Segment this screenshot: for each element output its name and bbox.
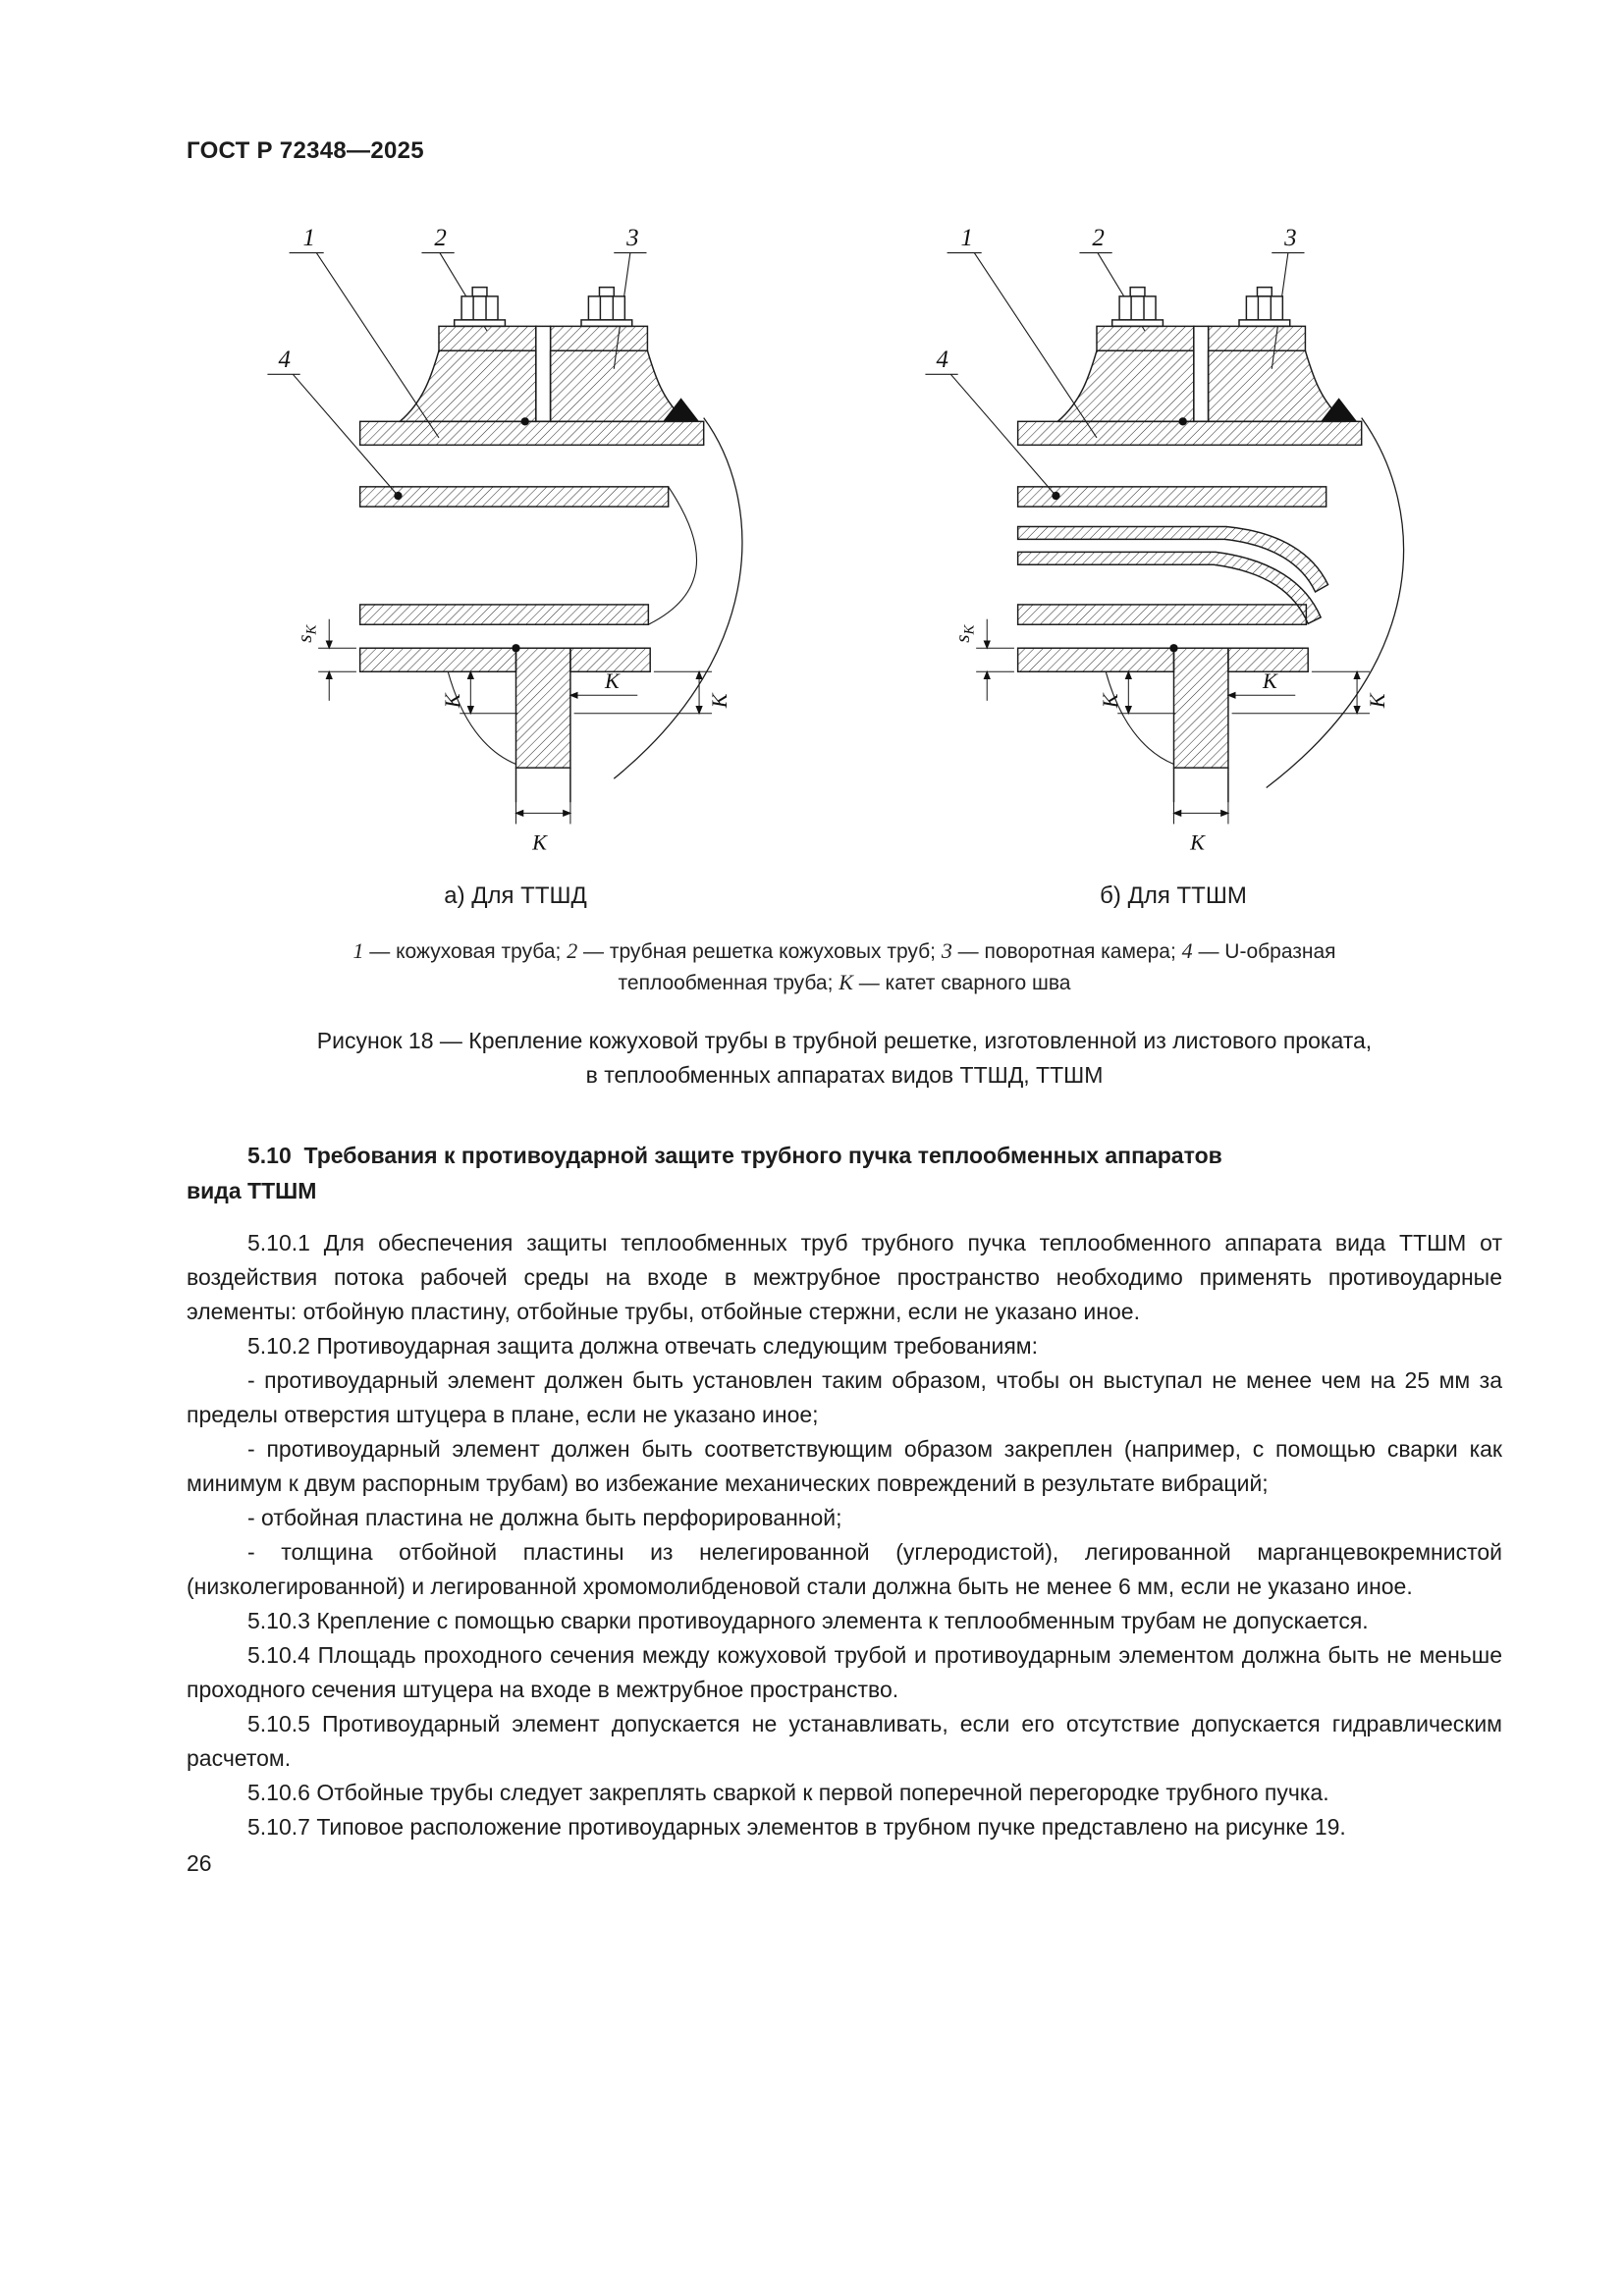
dimension-k-left: [1098, 671, 1175, 713]
dim-k-inner-label: К: [1262, 667, 1277, 693]
para-5-10-2-item-2: - противоударный элемент должен быть соответствующим образом закреплен (например, с помощью сварки как минимум к двум распорным трубам) во избежание механических повреждений в результате вибраций;: [187, 1436, 1502, 1496]
dim-sk-label: $s_К$: [949, 624, 977, 643]
callout-2-label: 2: [433, 225, 447, 252]
dim-sk-label: $s_К$: [292, 624, 319, 643]
figure-18-block: [187, 224, 1502, 1093]
section-body: [187, 1226, 1502, 1844]
break-arc-bottom-left: [1106, 671, 1173, 764]
legend-line-1: 1 — кожуховая труба; 2 — трубная решетка кожуховых труб; 3 — поворотная камера; 4 — U-образная: [352, 938, 1336, 963]
dim-k-left-label: К: [439, 693, 464, 709]
figure-title-line-2: в теплообменных аппаратах видов ТТШД, ТТШМ: [585, 1062, 1104, 1088]
stem: [1193, 326, 1208, 421]
dimension-k-right: [573, 671, 731, 713]
dimension-k-left: [440, 671, 517, 713]
break-arc-main: [1266, 418, 1403, 788]
dim-k-inner-label: К: [604, 667, 620, 693]
dimension-k-bottom: [515, 774, 569, 855]
dim-k-right-label: К: [706, 693, 731, 709]
callout-4-label: 4: [278, 346, 291, 373]
para-5-10-2-item-4: - толщина отбойной пластины из нелегированной (углеродистой), легированной марганцевокремнистой (низколегированной) и легированной хромомолибденовой стали должна быть не менее 6 мм, если не указано иное.: [187, 1539, 1502, 1599]
tube-sheet-plate: [515, 648, 569, 802]
tube-walls: [1017, 421, 1361, 671]
dim-k-bottom-label: К: [1189, 829, 1205, 855]
dim-k-bottom-label: К: [531, 829, 547, 855]
dimension-sk: [292, 619, 355, 701]
drawing-captions: [187, 882, 1502, 910]
break-arc-bottom-left: [448, 671, 515, 764]
callout-2-label: 2: [1091, 225, 1105, 252]
dimension-k-right: [1231, 671, 1388, 713]
para-5-10-7: 5.10.7 Типовое расположение противоударных элементов в трубном пучке представлено на рисунке 19.: [247, 1814, 1346, 1840]
doc-number: ГОСТ Р 72348—2025: [187, 137, 424, 164]
figure-legend: [187, 935, 1502, 998]
dimension-sk: [949, 619, 1013, 701]
callout-3-label: 3: [625, 225, 639, 252]
callout-1-label: 1: [959, 225, 973, 252]
break-arc-main: [614, 418, 742, 779]
page-number: 26: [187, 1850, 212, 1876]
tube-sheet-plate: [1173, 648, 1227, 802]
section-heading-line-1: 5.10 Требования к противоударной защите трубного пучка теплообменных аппаратов: [247, 1143, 1222, 1168]
drawing-ttshm: [892, 224, 1456, 877]
bolt-left: [454, 288, 505, 327]
para-5-10-5: 5.10.5 Противоударный элемент допускается не устанавливать, если его отсутствие допускается гидравлическим расчетом.: [187, 1711, 1502, 1771]
figure-drawings: [187, 224, 1502, 877]
bolt-left: [1111, 288, 1163, 327]
para-5-10-2-item-3: - отбойная пластина не должна быть перфорированной;: [247, 1505, 842, 1530]
section-heading: [187, 1138, 1502, 1208]
para-5-10-1: 5.10.1 Для обеспечения защиты теплообменных труб трубного пучка теплообменного аппарата вида ТТШМ от воздействия потока рабочей среды на входе в межтрубное пространство необходимо применять противоударные элементы: отбойную пластину, отбойные трубы, отбойные стержни, если не указано иное.: [187, 1230, 1502, 1324]
stem: [535, 326, 550, 421]
break-arc-inner: [648, 487, 696, 624]
legend-line-2: теплообменная труба; К — катет сварного шва: [618, 970, 1071, 994]
figure-title-line-1: Рисунок 18 — Крепление кожуховой трубы в трубной решетке, изготовленной из листового проката,: [316, 1028, 1373, 1053]
figure-title: [187, 1024, 1502, 1093]
para-5-10-3: 5.10.3 Крепление с помощью сварки противоударного элемента к теплообменным трубам не допускается.: [247, 1608, 1369, 1633]
tube-walls: [359, 421, 703, 671]
caption-ttshd: а) Для ТТШД: [444, 882, 587, 909]
callout-3-label: 3: [1283, 225, 1297, 252]
para-5-10-6: 5.10.6 Отбойные трубы следует закреплять сваркой к первой поперечной перегородке трубного пучка.: [247, 1780, 1329, 1805]
para-5-10-4: 5.10.4 Площадь проходного сечения между кожуховой трубой и противоударным элементом должна быть не меньше проходного сечения штуцера на входе в межтрубное пространство.: [187, 1642, 1502, 1702]
para-5-10-2-item-1: - противоударный элемент должен быть установлен таким образом, чтобы он выступал не менее чем на 25 мм за пределы отверстия штуцера в плане, если не указано иное;: [187, 1367, 1502, 1427]
callout-4-label: 4: [936, 346, 948, 373]
para-5-10-2: 5.10.2 Противоударная защита должна отвечать следующим требованиям:: [247, 1333, 1038, 1359]
dim-k-right-label: К: [1364, 693, 1389, 709]
section-heading-line-2: вида ТТШМ: [187, 1178, 317, 1203]
drawing-ttshd: [234, 224, 798, 877]
dim-k-left-label: К: [1097, 693, 1122, 709]
dimension-k-bottom: [1173, 774, 1227, 855]
caption-ttshm: б) Для ТТШМ: [1100, 882, 1247, 909]
callout-1-label: 1: [301, 225, 315, 252]
